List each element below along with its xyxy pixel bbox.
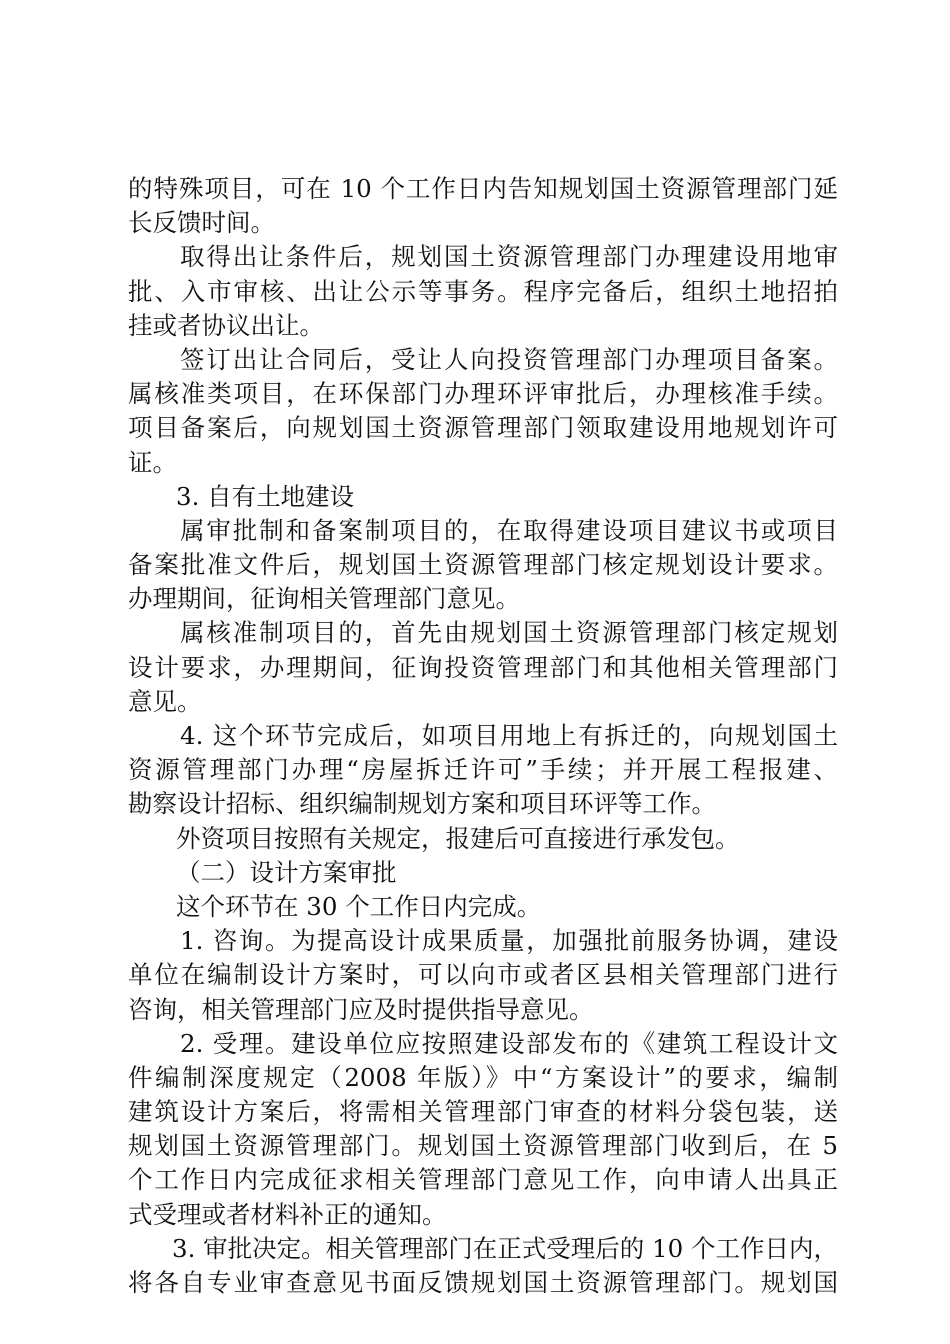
text-line: 批、入市审核、出让公示等事务。程序完备后，组织土地招拍 [128, 276, 838, 306]
text-line: 单位在编制设计方案时，可以向市或者区县相关管理部门进行 [128, 960, 838, 990]
text-line: 属核准类项目，在环保部门办理环评审批后，办理核准手续。 [128, 379, 838, 409]
text-line: 备案批准文件后，规划国土资源管理部门核定规划设计要求。 [128, 550, 838, 580]
text-line: 个工作日内完成征求相关管理部门意见工作，向申请人出具正 [128, 1165, 838, 1195]
text-line: 式受理或者材料补正的通知。 [128, 1199, 447, 1229]
paragraph-first-line: 属核准制项目的，首先由规划国土资源管理部门核定规划 [180, 618, 838, 648]
text-line: 的特殊项目，可在 10 个工作日内告知规划国土资源管理部门延 [128, 174, 838, 203]
text-line: 意见。 [128, 686, 202, 716]
text-line: 将各自专业审查意见书面反馈规划国土资源管理部门。规划国 [128, 1268, 838, 1297]
text-line: 勘察设计招标、组织编制规划方案和项目环评等工作。 [128, 789, 716, 819]
paragraph-first-line: 1. 咨询。为提高设计成果质量，加强批前服务协调，建设 [180, 926, 838, 956]
text-line: 挂或者协议出让。 [128, 310, 324, 340]
paragraph-first-line: 这个环节在 30 个工作日内完成。 [176, 891, 542, 921]
text-line: 证。 [128, 447, 177, 477]
paragraph-first-line: 3. 审批决定。相关管理部门在正式受理后的 10 个工作日内， [172, 1233, 838, 1263]
body-text [128, 172, 838, 1300]
paragraph-first-line: 属审批制和备案制项目的，在取得建设项目建议书或项目 [180, 515, 838, 545]
text-line: 办理期间，征询相关管理部门意见。 [128, 584, 520, 614]
text-line: 建筑设计方案后，将需相关管理部门审查的材料分袋包装，送 [128, 1097, 838, 1127]
text-line: 规划国土资源管理部门。规划国土资源管理部门收到后，在 5 [128, 1131, 838, 1161]
text-line: 资源管理部门办理“房屋拆迁许可”手续；并开展工程报建、 [128, 755, 838, 785]
paragraph-first-line: 外资项目按照有关规定，报建后可直接进行承发包。 [176, 823, 740, 853]
text-line: 咨询，相关管理部门应及时提供指导意见。 [128, 994, 594, 1024]
text-line: 长反馈时间。 [128, 208, 275, 238]
paragraph-first-line: 取得出让条件后，规划国土资源管理部门办理建设用地审 [180, 242, 838, 272]
section-heading: 3. 自有土地建设 [176, 481, 355, 511]
paragraph-first-line: 2. 受理。建设单位应按照建设部发布的《建筑工程设计文 [180, 1028, 838, 1058]
paragraph-first-line: 4. 这个环节完成后，如项目用地上有拆迁的，向规划国土 [180, 721, 838, 750]
text-line: 项目备案后，向规划国土资源管理部门领取建设用地规划许可 [128, 413, 838, 443]
text-line: 设计要求，办理期间，征询投资管理部门和其他相关管理部门 [128, 652, 838, 682]
paragraph-first-line: 签订出让合同后，受让人向投资管理部门办理项目备案。 [180, 344, 838, 374]
text-line: 件编制深度规定（2008 年版）》中“方案设计”的要求，编制 [128, 1062, 838, 1092]
section-heading: （二）设计方案审批 [176, 857, 397, 887]
